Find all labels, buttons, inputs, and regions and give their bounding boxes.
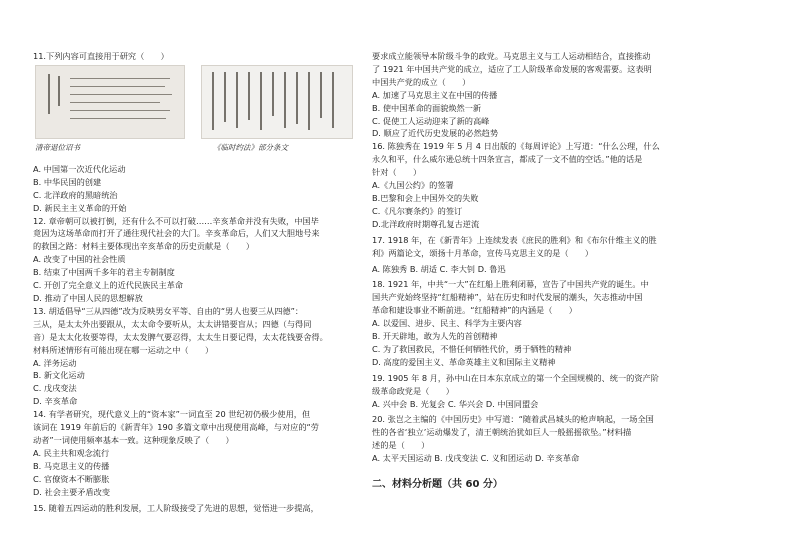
q14-option-c: C. 官僚资本不断膨胀 xyxy=(33,473,110,484)
question-13-line: 13. 胡适倡导“三从四德”改为反映男女平等、自由的“男人也要三从四德”： xyxy=(33,305,304,316)
q13-option-a: A. 洋务运动 xyxy=(33,357,77,368)
question-14-line: 该词在 1919 年前后的《新青年》190 多篇文章中出现使用高峰，与对应的“劳 xyxy=(33,422,319,433)
q18-option-d: D. 高度的爱国主义、革命英雄主义和国际主义精神 xyxy=(372,356,556,367)
question-18-line: 革命和建设事业不断前进。“红船精神”的内涵是（ ） xyxy=(372,305,577,316)
question-19-line: 级革命政党是（ ） xyxy=(372,385,454,396)
question-20-line: 述的是（ ） xyxy=(372,440,430,451)
question-17-line: 17. 1918 年，在《新青年》上连续发表《庶民的胜利》和《布尔什维主义的胜 xyxy=(372,234,657,245)
q16-option-d: D.北洋政府时期尊孔复古逆流 xyxy=(372,218,480,229)
q19-options: A. 兴中会 B. 光复会 C. 华兴会 D. 中国同盟会 xyxy=(372,398,539,409)
q15-option-d: D. 顺应了近代历史发展的必然趋势 xyxy=(372,128,499,139)
abdication-edict-image xyxy=(35,65,185,139)
question-19-line: 19. 1905 年 8 月，孙中山在日本东京成立的第一个全国规模的、统一的资产阶 xyxy=(372,372,659,383)
q12-option-c: C. 开创了完全意义上的近代民族民主革命 xyxy=(33,280,184,291)
question-15-line: 15. 随着五四运动的胜利发展，工人阶级接受了先进的思想，觉悟进一步提高， xyxy=(33,503,319,514)
question-15-line: 了 1921 年中国共产党的成立，适应了工人阶级革命发展的客观需要。这表明 xyxy=(372,63,652,74)
q14-option-a: A. 民主共和观念流行 xyxy=(33,447,110,458)
q13-option-c: C. 戊戌变法 xyxy=(33,383,77,394)
figure-caption-right: 《临时约法》部分条文 xyxy=(213,142,288,152)
question-20-line: 20. 张岂之主编的《中国历史》中写道：“随着武昌城头的枪声响起，一场全国 xyxy=(372,414,654,425)
section-2-heading: 二、材料分析题（共 60 分） xyxy=(372,479,503,491)
question-16-line: 永久和平，什么威尔逊总统十四条宣言，都成了一文不值的空话。”他的话是 xyxy=(372,154,643,165)
q13-option-d: D. 辛亥革命 xyxy=(33,396,78,407)
figure-row xyxy=(33,65,361,163)
q12-option-b: B. 结束了中国两千多年的君主专制制度 xyxy=(33,267,175,278)
q16-option-b: B.巴黎和会上中国外交的失败 xyxy=(372,192,479,203)
question-15-line: 要求成立能领导本阶级斗争的政党。马克思主义与工人运动相结合，直接推动 xyxy=(372,51,651,61)
q11-option-c: C. 北洋政府的黑暗统治 xyxy=(33,189,118,200)
question-11: 11.下列内容可直接用于研究（ ） xyxy=(33,51,169,61)
question-18-line: 18. 1921 年，中共“一大”在红船上胜利闭幕，宣告了中国共产党的诞生。中 xyxy=(372,279,649,290)
q11-option-b: B. 中华民国的创建 xyxy=(33,176,102,187)
q17-options: A. 陈独秀 B. 胡适 C. 李大钊 D. 鲁迅 xyxy=(372,263,506,274)
q12-option-d: D. 推动了中国人民的思想解放 xyxy=(33,292,143,303)
q15-option-b: B. 使中国革命的面貌焕然一新 xyxy=(372,102,482,113)
left-column xyxy=(33,50,361,515)
provisional-constitution-image xyxy=(201,65,353,139)
figure-caption-left: 清帝退位诏书 xyxy=(35,142,80,152)
q14-option-d: D. 社会主要矛盾改变 xyxy=(33,486,111,497)
question-13-line: 音）是太太化妆要等得，太太发脾气要忍得，太太生日要记得，太太花钱要舍得。 xyxy=(33,331,328,342)
q12-option-a: A. 改变了中国的社会性质 xyxy=(33,254,126,265)
right-column xyxy=(372,50,702,502)
q13-option-b: B. 新文化运动 xyxy=(33,370,85,381)
question-13-line: 三从，是太太外出要跟从，太太命令要听从，太太讲错要盲从；四德（与得同 xyxy=(33,318,312,329)
question-17-line: 利》两篇论文，颂扬十月革命，宣传马克思主义的是（ ） xyxy=(372,247,594,258)
question-14-line: 动者”一词使用频率基本一致。这种现象反映了（ ） xyxy=(33,434,234,445)
q15-option-a: A. 加速了马克思主义在中国的传播 xyxy=(372,89,498,100)
question-12-line: 竟因为这场革命而打开了通往现代社会的大门。辛亥革命后，人们又大胆地号来 xyxy=(33,228,320,239)
question-13-line: 材料所述情形有可能出现在哪一运动之中（ ） xyxy=(33,344,214,355)
question-18-line: 国共产党始终坚持“红船精神”，站在历史和时代发展的潮头，矢志推动中国 xyxy=(372,292,643,303)
q11-option-d: D. 新民主主义革命的开始 xyxy=(33,202,127,213)
question-12-line: 12. 章帝朝可以被打倒，还有什么不可以打破……辛亥革命并没有失败，中国毕 xyxy=(33,215,319,226)
q18-option-b: B. 开天辟地，敢为人先的首创精神 xyxy=(372,331,498,342)
q18-option-a: A. 以爱国、进步、民主、科学为主要内容 xyxy=(372,318,522,329)
q15-option-c: C. 促使工人运动迎来了新的高峰 xyxy=(372,115,490,126)
q18-option-c: C. 为了救国救民，不惜任何牺牲代价，勇于牺牲的精神 xyxy=(372,343,572,354)
q20-options: A. 太平天国运动 B. 戊戌变法 C. 义和团运动 D. 辛亥革命 xyxy=(372,453,580,464)
q16-option-a: A.《九国公约》的签署 xyxy=(372,180,454,191)
question-20-line: 性的各省‘独立’运动爆发了，清王朝统治犹如巨人一般摇摇欲坠。”材料描 xyxy=(372,427,632,438)
q11-option-a: A. 中国第一次近代化运动 xyxy=(33,163,126,174)
q14-option-b: B. 马克思主义的传播 xyxy=(33,460,110,471)
question-16-line: 16. 陈独秀在 1919 年 5 月 4 日出版的《每周评论》上写道：“什么公理，什么 xyxy=(372,141,660,152)
question-14-line: 14. 有学者研究，现代意义上的“资本家”一词直至 20 世纪初仍极少使用，但 xyxy=(33,409,311,420)
question-16-line: 针对（ ） xyxy=(372,167,422,178)
question-15-line: 中国共产党的成立（ ） xyxy=(372,76,471,87)
q16-option-c: C.《凡尔赛条约》的签订 xyxy=(372,205,463,216)
question-12-line: 的救国之路：材料主要体现出辛亥革命的历史贡献是（ ） xyxy=(33,241,255,252)
